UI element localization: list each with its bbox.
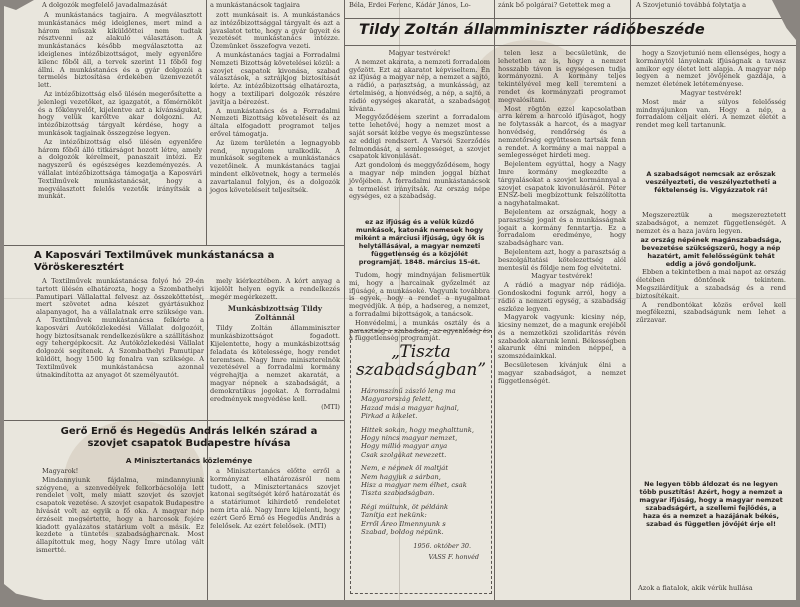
col5-bold-block-2: Ne legyen több áldozat és ne legyen több pusztítás! Azért, hogy a nemzet a magyar ifjúság, hogy a magyar nemzet szabadságért, a szellemi fejlődés, a haza és a nemzet a hazájának békés, szabad és független jövőjét érje el! [639, 480, 783, 528]
top-snippet-text: Béla, Erdei Ferenc, Kádár János, Lo- [349, 1, 471, 9]
paragraph: Bejelentem az országnak, hogy a parasztság jogait és a munkásságnak jogait a kormány fenntartja. Ez a forradalom eredménye, hogy szabadságharc van. [498, 207, 626, 248]
tildy-bold-block: ez az ifjúság és a velük küzdő munkások, katonák nemesek hogy miként a márciusi ifjúság, úgy ők is helytállásával, a magyar nemzeti függetlenség és a közjólét programját. 1848. március 15-ét. [354, 218, 485, 266]
column-rule [344, 0, 345, 600]
poem-box [350, 330, 492, 594]
article-right-col4 [498, 50, 626, 598]
article-mid-top [210, 12, 340, 244]
paragraph: Meggyőződésem szerint a forradalom tette lehetővé, hogy a nemzet most a saját sorsát kézbe vegye és megszüntesse az eddigi rendszert. A Varsói Szerződés felmondását, a semlegességet, a szovjet csapatok kivonulását. [349, 113, 490, 161]
paragraph: Becsületesen kívánjuk élni a magyar szabadságot, a nemzet függetlenségét. [498, 361, 626, 385]
paragraph: zott munkásait is. A munkástanács az intézőbizottsággal tárgyalt és azt a javaslatot tette, hogy a gyár ügyeit és vezetését munkástanács intézze. Üzemünket összefogva vezeti. [210, 11, 340, 51]
article-gero-col-b [210, 468, 340, 598]
col5-bold-block: A szabadságot nemcsak az erőszak veszélyezteti, de veszélyeztetheti a féktelenség is. Vigyázzatok rá! [645, 170, 777, 194]
paragraph: Magyar testvérek! [680, 88, 742, 97]
poem-stanza: Háromszínű zászló leng ma Magyarország felett, Hazad más a magyar hajnal, Pirkad a kikelet. [361, 387, 459, 421]
column-rule [494, 0, 495, 600]
paragraph: Azt gondolom és meggyőződésem, hogy a magyar nép minden joggal bízhat jövőjében. A forradalmi munkástanácsok a termelést irányítsák. Az ország népe egységes, ez a szabadság. [349, 161, 490, 201]
paragraph: A rádió a magyar nép rádiója. Gondoskodni fogunk arról, hogy a rádió a nemzeti egység, a szabadság eszköze legyen. [498, 281, 626, 313]
headline-gero: Gerő Ernő és Hegedüs András lelkén szárad a szovjet csapatok Budapestre hívása [60, 426, 318, 449]
paragraph: Bejelentem egyúttal, hogy a Nagy Imre kormány megkezdte a tárgyalásokat a szovjet kormánnyal a szovjet csapatok kivonulásáról. Péter ENSZ-beli megbízottunk felszólította a nagyhatalmakat. [498, 160, 626, 208]
paragraph: Honvédelmi, a munkás osztály és a parasztság a szabadság, az egyenlőség és a függetlenség programját. [349, 318, 490, 343]
paragraph: Az intézőbizottság első ülésén egyenlőre három főből álló titkárságot hozott létre, amely a dolgozók kérelmeit, panaszait intézi. Ez nagyszerű és egészséges kezdeményezés. A vállalat intézőbizottsága támogatja a Kaposvári Textilművek munkástanácsát, hogy a megválasztott felelős vezetők irányítsák a munkát. [38, 137, 202, 201]
paragraph: Az üzem területén a legnagyobb rend, nyugalom uralkodik. A munkások segítenek a munkástanács vezetőinek. A munkástanács tagjai mindent elkövetnek, hogy a termelés zavartalanul folyjon, és a dolgozók jogos követeléseit teljesítsék. [210, 138, 340, 194]
poem-stanza: Hittek sokan, hogy meghalttunk, Hogy nincs magyar nemzet, Hogy millió magyar anya Csak szolgákat nevezett. [361, 425, 475, 459]
paragraph: Most rögtön ezzel kapcsolatban arra kérem a harcoló ifjúságot, hogy ne folytassák a harcot, és a magyar honvédség, rendőrség és a nemzetőrség együttesen tartsák fenn a rendet. A kormány a mai nappal a semlegességet hirdeti meg. [498, 104, 626, 160]
newspaper-page [4, 0, 796, 600]
headline-kaposvar: A Kaposvári Textilművek munkástanácsa a Vöröskeresztért [34, 250, 275, 273]
poem-body [351, 387, 491, 537]
paragraph: hogy a Szovjetunió nem ellenséges, hogy a kormánytól lányoknak ifjúságnak a tavasz amikor egy életet lett alapja. A magyar nép legyen a nemzet jövőjének gazdája, a nemzet életének letéteményese. [636, 49, 786, 89]
article-left-top [38, 12, 202, 244]
paragraph: Bejelentem azt, hogy a parasztság a beszolgáltatási kötelezettség alól mentesül és földje nem fog elvétetni. [498, 247, 626, 272]
top-snippet [42, 2, 202, 10]
paragraph: A Textilművek munkástanácsa folyó hó 29-én tartott ülésén elhatározta, hogy a Szombathelyi Pamutipari Vállalattal felvesz az összeköttetést, mert szövetet adna készet gyártásukhoz alapanyagot, ha a vállalatnak erre szüksége van. A Textilművek munkástanácsa felkérte a kaposvári Autóközlekedési Vállalat dolgozóit, hogy biztosítsanak rendelkezésükre a szállításhoz egy tehergépkocsit. Az Autóközlekedési Vállalat dolgozói segítenek. A Szombathelyi Pamutipar küldött, hogy 1500 kg fonalra van szüksége. A Textilművek munkástanácsa azonnal útnakindította az anyagot öt személyautót. [36, 277, 204, 379]
poem-date: 1956. október 30. [413, 541, 471, 550]
paragraph: A munkástanács tagjai a Forradalmi Nemzeti Bizottság követelései közül: a szovjet csapatok kivonása, szabad választások, a sztrájkjog biztosítását kérte. Az intézőbizottság elhatározta, hogy a textilipari dolgozók részére javítja a bérezést. [210, 50, 340, 106]
paragraph: Tudom, hogy mindnyájan felismertük mi, hogy a harcainak győzelmét az ifjúságé, a munkásoké. Vagyunk továbbra is egyek, hogy a rendet a nyugalmat megvédjük. A nép, a hadsereg, a nemzet, a forradalmi bizottságok, a tanácsok. [349, 271, 490, 318]
footer-text: Azok a fiatalok, akik vérük hullása [638, 584, 753, 592]
paragraph: telen lesz a becsületünk, de lehetetlen az is, hogy a nemzet hosszabb távon is egységesen tudja kormányozni. A kormány teljes tekintélyével meg kell teremteni a rendet és kormányzati programot megvalósítani. [498, 49, 626, 104]
column-rule [207, 300, 208, 600]
top-snippet [349, 2, 489, 10]
paragraph: Megszereztük a megszereztetett szabadságot, a nemzet függetlenségét. A nemzet és a haza javára legyen. [636, 211, 786, 235]
paragraph: Magyarok! [42, 467, 79, 475]
section-rule [344, 45, 796, 46]
col5-footer [638, 585, 784, 595]
article-right-col5-b [636, 212, 786, 402]
paragraph: Magyarok vagyunk: kicsiny nép, kicsiny nemzet, de a magunk erejéből és a nemzetközi szolidaritás révén szabadok akarunk lenni. Békességben akarunk élni minden néppel, a szomszédainkkal. [498, 313, 626, 361]
top-snippet [636, 2, 786, 10]
subhead-minisztertanacs: A Minisztertanács közleménye [125, 456, 253, 465]
paragraph: Magyar testvérek! [388, 49, 451, 57]
paragraph: A munkástanács és a Forradalmi Nemzeti Bizottság követeléseit és az általa elfogadott programot teljes erővel támogatja. [210, 106, 340, 138]
poem-signature: VASS F. honvéd [428, 552, 479, 561]
top-snippet-text: A Szovjetunió továbbá folytatja a [636, 1, 747, 9]
article-right-col5 [636, 50, 786, 165]
column-rule [630, 0, 631, 600]
torn-edge [4, 0, 34, 10]
poem-stanza: Régi múltunk, öt példánk Tanítja ezt nekünk: Erről Áreo Ilmennyunk s Szabad, boldog népünk. [361, 502, 449, 537]
paragraph: Ebben a tekintetben a mai napot az ország életében döntőnek tekintem. Megszilárdítjuk a szabadság és a rend biztosítékait. [636, 268, 786, 300]
paragraph: Tildy Zoltán államminiszter munkásbizottságot fogadott. Kijelentette, hogy a munkásbizottság feladata és kötelessége, hogy rendet teremtsen. Nagy Imre miniszterelnök vezetésével a forradalmi kormány végrehajtja a nemzet akaratát, a magyar népnek a szabadságát, a demokratikus jogokat. A forradalmi eredmények megvédése kell. [210, 324, 340, 403]
top-snippet [210, 2, 340, 10]
paragraph: Az intézőbizottság első ülésén megerősítette a jelenlegi vezetőket, az igazgatót, a főmérnököt és a főkönyvelőt, kijelentve azt a kívánságukat, hogy velük karöltve akar dolgozni. Az intézőbizottság tárgyalt kérdése, hogy a munkások tagjainak összegzése legyen. [38, 89, 202, 137]
article-kaposvar-col-a [36, 278, 204, 418]
paragraph: Magyar testvérek! [531, 272, 593, 281]
paragraph: a Minisztertanács előtte erről a kormányzat elhatározásról nem tudott, a Minisztertanács szovjet katonai segítségét kérő határozatát és a statáriumot kihirdető rendeletet nem írta alá. Nagy Imre kijelenti, hogy ezért Gerő Ernő és Hegedüs András a felelősek. Az ezért felelősek. (MTI) [210, 467, 340, 530]
article-tildy-col-b [349, 271, 490, 343]
paragraph: Mindannyiunk fájdalma, mindannyiunk szégyene, a szenvedélyek felkorbácsolója lett rendelet volt, mely miatt szovjet és szovjet csapatok vezetése. A szovjet csapatok Budapestre hívását volt az egyik a fő oka. A magyar nép érzéseit megsértette, hogy a harcosok fejére kiadott gyalázatos statárium volt a másik. Ez kezdete a tüntetés szabadságharcnak. Most állapítottuk meg, hogy Nagy Imre utólag vált ismertté. [36, 475, 204, 554]
article-kaposvar-col-b [210, 278, 340, 418]
section-rule [4, 245, 344, 246]
section-rule [344, 18, 796, 19]
article-tildy-col-a [349, 50, 490, 215]
poem-title: „Tiszta szabadságban” [355, 342, 487, 380]
paragraph: az ország népének magánszabadsága, bevezetése szükségszerű, hogy a nép hazatért, amit felelősségünk tehát eddig a jövő gondoljunk. [640, 236, 782, 269]
top-snippet-text: A dolgozók megfelelő javadalmazását [42, 1, 168, 9]
top-snippet-text: zánk bő polgárai? Getettek meg a [498, 1, 611, 9]
paragraph: mely kiérkeztében. A kórt anyag a kijelölt helyen egyik a rendelkezés megér megérkezett. [210, 277, 340, 301]
section-rule [4, 420, 344, 421]
paragraph: A rendbontókat közös erővel kell megfékezni, szabadságunk nem lehet a zűrzavar. [636, 300, 786, 325]
column-rule [206, 0, 207, 245]
credit-mti: (MTI) [321, 403, 340, 412]
top-snippet-text: a munkástanácsok tagjaira [210, 1, 300, 9]
subhead-munkasbizottsag: Munkásbizottság Tildy Zoltánnál [227, 304, 323, 323]
headline-tildy: Tildy Zoltán államminiszter rádióbeszéde [359, 22, 705, 38]
paragraph: Most már a súlyos felelősség mindnyájunkon van. Hogy a nép, a forradalom céljait eléri. A nemzet életét a rendet meg kell tartanunk. [636, 97, 786, 130]
article-gero-col-a [36, 468, 204, 598]
poem-stanza: Nem, e népnek öl maltját Nem hagyjuk a sárban, Hisz a magyar nem élhet, csak Tiszta szabadságban. [361, 464, 467, 498]
top-snippet [498, 2, 626, 10]
paragraph: A nemzet akarata, a nemzeti forradalom győzött. Ezt az akaratot képviseltem. Én az ifjúság a magyar nép, a nemzet a sajtó, a rádió, a parasztság, a munkásság, az értelmiség, a honvédség, a nép, a sajtó, a rádió egységes akaratát, a szabadságot kívánta. [349, 57, 490, 113]
paragraph: A munkástanács tagjaira. A megválasztott munkástanács még ideiglenes, mert mind a három műszak kiküldöttei nem tudtak résztvenni az alakuló választáson. A munkástanács később megválasztotta az ideiglenes intézőbizottságot, mely egyenlőre kilenc főből áll, a tervek szerint 11 főből fog állni. A munkástanács és a gyár dolgozói a termelés biztosítása érdekében üzemvezetőt lett. [38, 11, 202, 90]
